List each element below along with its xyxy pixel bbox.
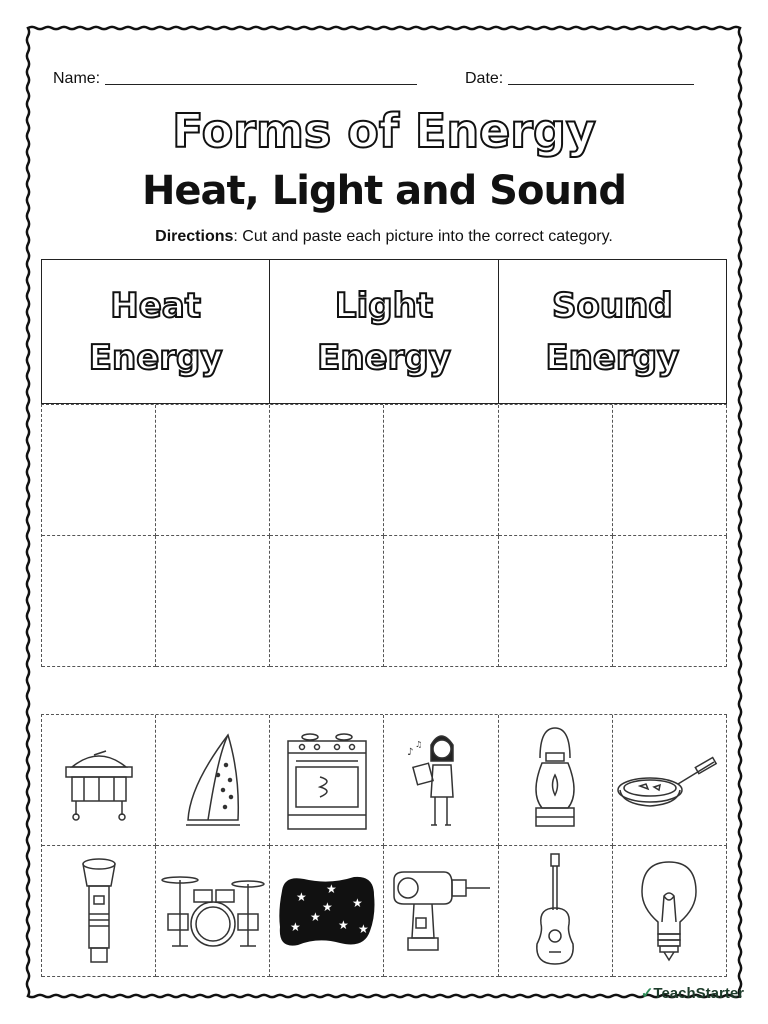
directions: [0, 228, 768, 246]
picture-card[interactable]: [270, 715, 384, 846]
barbecue-grill-icon: [54, 735, 144, 825]
picture-card[interactable]: [42, 846, 156, 977]
page-title: Forms of Energy: [172, 104, 596, 158]
category-light-line1: Light: [334, 285, 434, 326]
paste-grid: [41, 404, 727, 667]
picture-card[interactable]: [499, 715, 613, 846]
picture-card[interactable]: [42, 715, 156, 846]
date-line[interactable]: [508, 84, 694, 85]
name-line[interactable]: [105, 84, 417, 85]
svg-text:★: ★: [357, 922, 369, 936]
category-light-line2: Energy: [317, 337, 451, 378]
lantern-icon: [520, 723, 590, 838]
svg-text:★: ★: [321, 900, 333, 914]
svg-text:★: ★: [351, 896, 363, 910]
svg-text:★: ★: [325, 882, 337, 896]
cut-out-pictures: [41, 714, 727, 977]
stars-night-icon: [274, 871, 380, 951]
paste-box[interactable]: [270, 405, 384, 536]
paste-box[interactable]: [156, 536, 270, 667]
oven-stove-icon: [282, 725, 372, 835]
picture-card[interactable]: [613, 715, 727, 846]
flashlight-icon: [69, 854, 129, 969]
date-field[interactable]: [465, 70, 694, 88]
category-headers: [41, 259, 727, 404]
category-light: [270, 260, 498, 403]
picture-card[interactable]: [384, 846, 498, 977]
paste-box[interactable]: [384, 405, 498, 536]
paste-box[interactable]: [613, 405, 727, 536]
category-heat-line1: Heat: [110, 285, 202, 326]
paste-box[interactable]: [42, 536, 156, 667]
svg-text:★: ★: [289, 920, 301, 934]
picture-card[interactable]: [156, 715, 270, 846]
picture-card[interactable]: [156, 846, 270, 977]
paste-box[interactable]: [156, 405, 270, 536]
svg-text:♪: ♪: [407, 747, 414, 758]
clothes-iron-icon: [168, 725, 258, 835]
paste-box[interactable]: [42, 405, 156, 536]
drum-kit-icon: [158, 866, 268, 956]
svg-text:★: ★: [309, 910, 321, 924]
svg-text:♫: ♫: [415, 740, 423, 749]
date-label: Date:: [465, 70, 504, 87]
svg-text:★: ★: [295, 890, 307, 904]
paste-box[interactable]: [384, 536, 498, 667]
name-field[interactable]: [53, 70, 417, 88]
light-bulb-icon: [634, 856, 704, 966]
brand-tick-icon: ✓: [640, 985, 654, 1002]
category-sound-line2: Energy: [545, 337, 680, 378]
picture-card[interactable]: [613, 846, 727, 977]
paste-box[interactable]: [499, 405, 613, 536]
paste-box[interactable]: [613, 536, 727, 667]
category-heat-line2: Energy: [88, 337, 223, 378]
guitar-icon: [525, 852, 585, 970]
name-label: Name:: [53, 70, 101, 87]
paste-box[interactable]: [270, 536, 384, 667]
brand-logo: [641, 984, 744, 1002]
power-drill-icon: [386, 866, 496, 956]
page-subtitle: Heat, Light and Sound: [141, 168, 627, 214]
brand-name: TeachStarter: [653, 985, 744, 1002]
picture-card[interactable]: [499, 846, 613, 977]
picture-card[interactable]: [384, 715, 498, 846]
frying-pan-icon: [614, 740, 724, 820]
picture-card[interactable]: [270, 846, 384, 977]
girl-singing-icon: [401, 725, 481, 835]
directions-text: : Cut and paste each picture into the correct category.: [233, 228, 613, 245]
directions-label: Directions: [155, 228, 234, 245]
svg-text:★: ★: [337, 918, 349, 932]
category-sound-line1: Sound: [552, 285, 673, 326]
paste-box[interactable]: [499, 536, 613, 667]
category-heat: [42, 260, 270, 403]
category-sound: [499, 260, 726, 403]
